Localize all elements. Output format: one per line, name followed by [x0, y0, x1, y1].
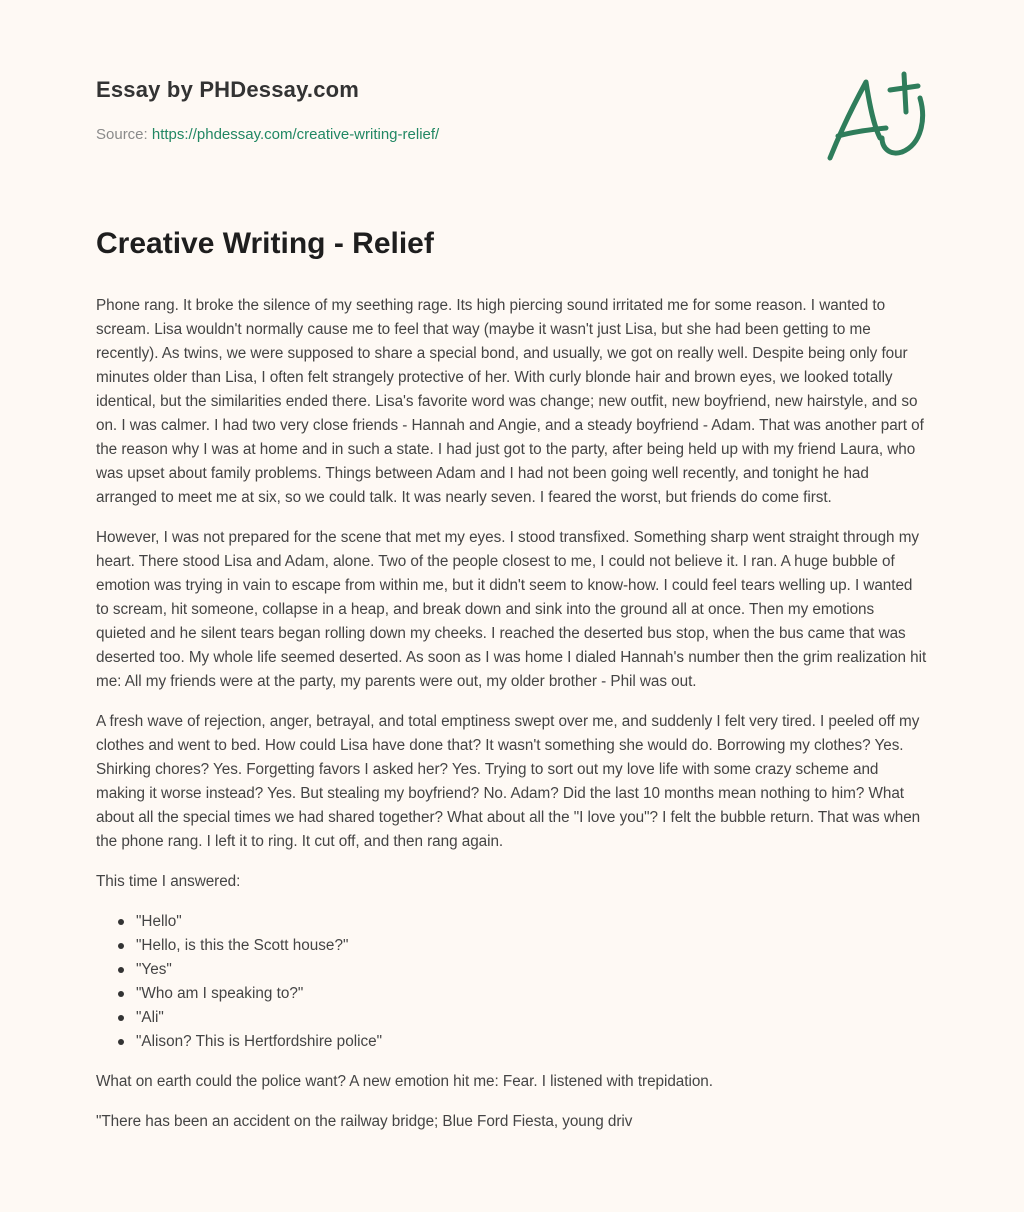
source-label: Source:: [96, 126, 148, 143]
essay-title: Creative Writing - Relief: [96, 227, 434, 260]
dialogue-text: "Hello, is this the Scott house?": [136, 937, 349, 954]
essay-paragraph: A fresh wave of rejection, anger, betrayal, and total emptiness swept over me, and suddenly I felt very tired. I peeled off my clothes and went to bed. How could Lisa have done that? It wasn't something she would do. Borrowing my clothes? Yes. Shirking chores? Yes. Forgetting favors I asked her? Yes. Trying to sort out my love life with some crazy scheme and making it worse instead? Yes. But stealing my boyfriend? No. Adam? Did the last 10 months mean nothing to him? What about all the special times we had shared together? What about all the "I love you"? I felt the bubble return. That was when the phone rang. I left it to ring. It cut off, and then rang again.: [96, 713, 921, 850]
bullet-icon: [118, 991, 124, 997]
bullet-icon: [118, 1039, 124, 1045]
essay-paragraph: Phone rang. It broke the silence of my seething rage. Its high piercing sound irritated me for some reason. I wanted to scream. Lisa wouldn't normally cause me to feel that way (maybe it wasn't just Lisa, but she had been getting to me recently). As twins, we were supposed to share a special bond, and usually, we got on really well. Despite being only four minutes older than Lisa, I often felt strangely protective of her. With curly blonde hair and brown eyes, we looked totally identical, but the similarities ended there. Lisa's favorite word was change; new outfit, new boyfriend, new hairstyle, and so on. I was calmer. I had two very close friends - Hannah and Angie, and a steady boyfriend - Adam. That was another part of the reason why I was at home and in such a state. I had just got to the party, after being held up with my friend Laura, who was upset about family problems. Things between Adam and I had not been going well recently, and tonight he had arranged to meet me at six, so we could talk. It was nearly seven. I feared the worst, but friends do come first.: [96, 297, 924, 506]
dialogue-item: [136, 1006, 928, 1030]
essay-paragraph: This time I answered:: [96, 873, 241, 890]
source-link[interactable]: https://phdessay.com/creative-writing-relief/: [151, 126, 440, 143]
dialogue-text: "Who am I speaking to?": [136, 985, 304, 1002]
bullet-icon: [118, 1015, 124, 1021]
dialogue-list: [96, 910, 928, 1054]
dialogue-item: [136, 982, 928, 1006]
site-title: Essay by PHDessay.com: [96, 77, 360, 102]
dialogue-text: "Ali": [136, 1009, 164, 1026]
essay-header: [96, 76, 796, 145]
dialogue-item: [136, 910, 928, 934]
essay-content: [96, 224, 928, 1150]
dialogue-item: [136, 934, 928, 958]
dialogue-text: "Yes": [136, 961, 172, 978]
bullet-icon: [118, 943, 124, 949]
dialogue-text: "Hello": [136, 913, 182, 930]
essay-paragraph: However, I was not prepared for the scene that met my eyes. I stood transfixed. Something sharp went straight through my heart. There stood Lisa and Adam, alone. Two of the people closest to me, I could not believe it. I ran. A huge bubble of emotion was trying in vain to escape from within me, but it didn't seem to know-how. I could feel tears welling up. I wanted to scream, hit someone, collapse in a heap, and break down and sink into the ground all at once. Then my emotions quieted and he silent tears began rolling down my cheeks. I reached the deserted bus stop, when the bus came that was deserted too. My whole life seemed deserted. As soon as I was home I dialed Hannah's number then the grim realization hit me: All my friends were at the party, my parents were out, my older brother - Phil was out.: [96, 529, 927, 690]
dialogue-item: [136, 958, 928, 982]
source-line: [96, 125, 796, 145]
essay-paragraph-truncated: "There has been an accident on the railway bridge; Blue Ford Fiesta, young driv: [96, 1113, 633, 1130]
bullet-icon: [118, 967, 124, 973]
dialogue-text: "Alison? This is Hertfordshire police": [136, 1033, 383, 1050]
bullet-icon: [118, 919, 124, 925]
dialogue-item: [136, 1030, 928, 1054]
a-plus-grade-icon: [822, 68, 930, 164]
essay-paragraph: What on earth could the police want? A new emotion hit me: Fear. I listened with trepidation.: [96, 1073, 713, 1090]
